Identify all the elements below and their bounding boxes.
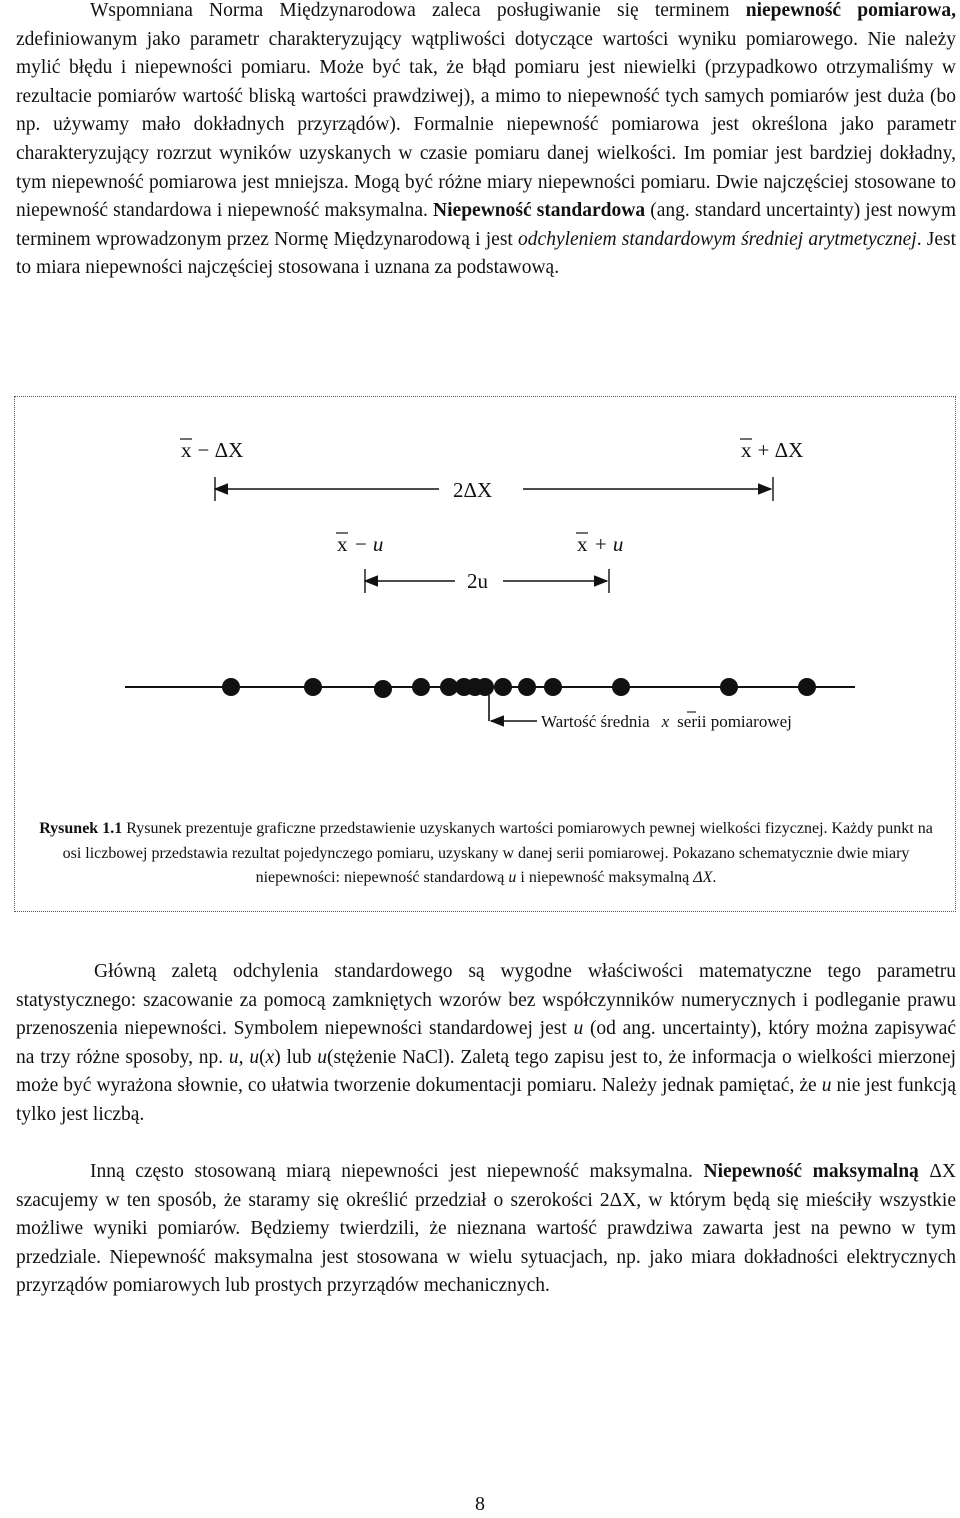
caption-label: Rysunek 1.1 bbox=[39, 820, 123, 837]
text: Rysunek prezentuje graficzne przedstawienie uzyskanych wartości pomiarowych pewnej wielkości fizycznej. Każdy punkt na osi liczbowej przedstawia rezultat pojedynczego pomiaru, uzyskany w danej serii pomiarowej. Pokazano schematycznie dwie miary niepewności: niepewność standardową bbox=[62, 820, 933, 886]
text: (ang. standard uncertainty) jest nowym terminem wprowadzonym przez Normę Międzynarodową i jest bbox=[16, 200, 956, 250]
measurement-points bbox=[222, 678, 816, 698]
label-x-plus-u: x + u bbox=[577, 532, 624, 556]
paragraph-maximum-uncertainty bbox=[16, 1158, 956, 1301]
figure-caption bbox=[39, 817, 933, 891]
text: Wspomniana Norma Międzynarodowa zaleca posługiwanie się terminem bbox=[90, 0, 746, 21]
symbol: u bbox=[573, 1018, 584, 1040]
measurement-point bbox=[612, 678, 630, 696]
mean-label: Wartość średnia x serii pomiarowej bbox=[541, 712, 792, 731]
measurement-point bbox=[222, 678, 240, 696]
symbol: u bbox=[249, 1046, 260, 1068]
label-2dx: 2ΔX bbox=[453, 478, 493, 502]
symbol: ΔX bbox=[693, 869, 713, 886]
text: Główną zaletą odchylenia standardowego są wygodne właściwości matematyczne tego parametru statystycznego: szacowanie za pomocą zamkniętych wzorów bez współczynników numerycznych i podleganie prawu przenoszenia niepewności. Symbolem niepewności standardowej jest bbox=[16, 961, 956, 1040]
label-2u: 2u bbox=[467, 569, 488, 593]
term-bold: niepewność pomiarowa, bbox=[745, 0, 956, 21]
text: . Jest to miara niepewności najczęściej stosowana i uznana za podstawową. bbox=[16, 228, 957, 279]
term-italic: odchyleniem standardowym średniej arytmetycznej bbox=[518, 228, 917, 250]
symbol: u bbox=[821, 1075, 832, 1097]
symbol: x bbox=[265, 1046, 275, 1068]
text: , bbox=[238, 1046, 250, 1068]
symbol: u bbox=[317, 1046, 328, 1068]
text: (od ang. uncertainty), który można zapisywać na trzy różne sposoby, np. bbox=[16, 1018, 956, 1068]
text: Inną często stosowaną miarą niepewności jest niepewność maksymalna. bbox=[90, 1161, 704, 1182]
text: ) lub bbox=[274, 1046, 318, 1068]
page-number: 8 bbox=[475, 1493, 485, 1515]
text: zdefiniowanym jako parametr charakteryzujący wątpliwości dotyczące wartości wyniku pomiarowego. Nie należy mylić błędu i niepewności pomiaru. Może być tak, że błąd pomiaru jest niewielki (przypadkowo otrzymaliśmy w rezultacie pomiarów wartość bliską wartości prawdziwej), a mimo to niepewność tych samych pomiarów jest duża (bo np. używamy mało dokładnych przyrządów). Formalnie niepewność pomiarowa jest określona jako parametr charakteryzujący rozrzut wyników uzyskanych w czasie pomiaru danej wielkości. Im pomiar jest bardziej dokładny, tym niepewność pomiarowa jest mniejsza. Mogą być różne miary niepewności pomiaru. Dwie najczęściej stosowane to niepewność standardowa i niepewność maksymalna. bbox=[16, 28, 956, 222]
paragraph-uncertainty-definition bbox=[16, 0, 956, 283]
measurement-point bbox=[518, 678, 536, 696]
measurement-point bbox=[798, 678, 816, 696]
measurement-point bbox=[374, 680, 392, 698]
symbol: u bbox=[508, 869, 517, 886]
label-x-plus-dx: x + ΔX bbox=[741, 438, 804, 462]
term-bold: Niepewność maksymalną bbox=[703, 1161, 919, 1182]
label-x-minus-dx: x − ΔX bbox=[181, 438, 244, 462]
symbol: u bbox=[228, 1046, 239, 1068]
text: nie jest funkcją tylko jest liczbą. bbox=[16, 1075, 956, 1125]
measurement-point bbox=[720, 678, 738, 696]
text: ΔX szacujemy w ten sposób, że staramy się określić przedział o szerokości 2ΔX, w którym będą się mieściły wszystkie możliwe wyniki pomiarów. Będziemy twierdzili, że nieznana wartość prawdziwa zawarta jest na pewno w tym przedziale. Niepewność maksymalna jest stosowana w wielu sytuacjach, np. jako miara dokładności elektrycznych przyrządów pomiarowych lub prostych przyrządów mechanicznych. bbox=[16, 1161, 956, 1297]
measurement-point bbox=[476, 678, 494, 696]
figure-1-1 bbox=[14, 396, 956, 912]
measurement-point bbox=[412, 678, 430, 696]
paragraph-standard-deviation bbox=[16, 958, 956, 1130]
term-bold: Niepewność standardowa bbox=[433, 200, 646, 222]
measurement-point bbox=[494, 678, 512, 696]
text: . bbox=[712, 869, 717, 886]
text: ( bbox=[259, 1046, 266, 1068]
measurement-point bbox=[544, 678, 562, 696]
label-x-minus-u: x − u bbox=[337, 532, 384, 556]
text: i niepewność maksymalną bbox=[516, 869, 694, 886]
measurement-point bbox=[304, 678, 322, 696]
text: (stężenie NaCl). Zaletą tego zapisu jest to, że informacja o wielkości mierzonej może być wyrażona słownie, co ułatwia tworzenie dokumentacji pomiaru. Należy jednak pamiętać, że bbox=[16, 1046, 957, 1097]
